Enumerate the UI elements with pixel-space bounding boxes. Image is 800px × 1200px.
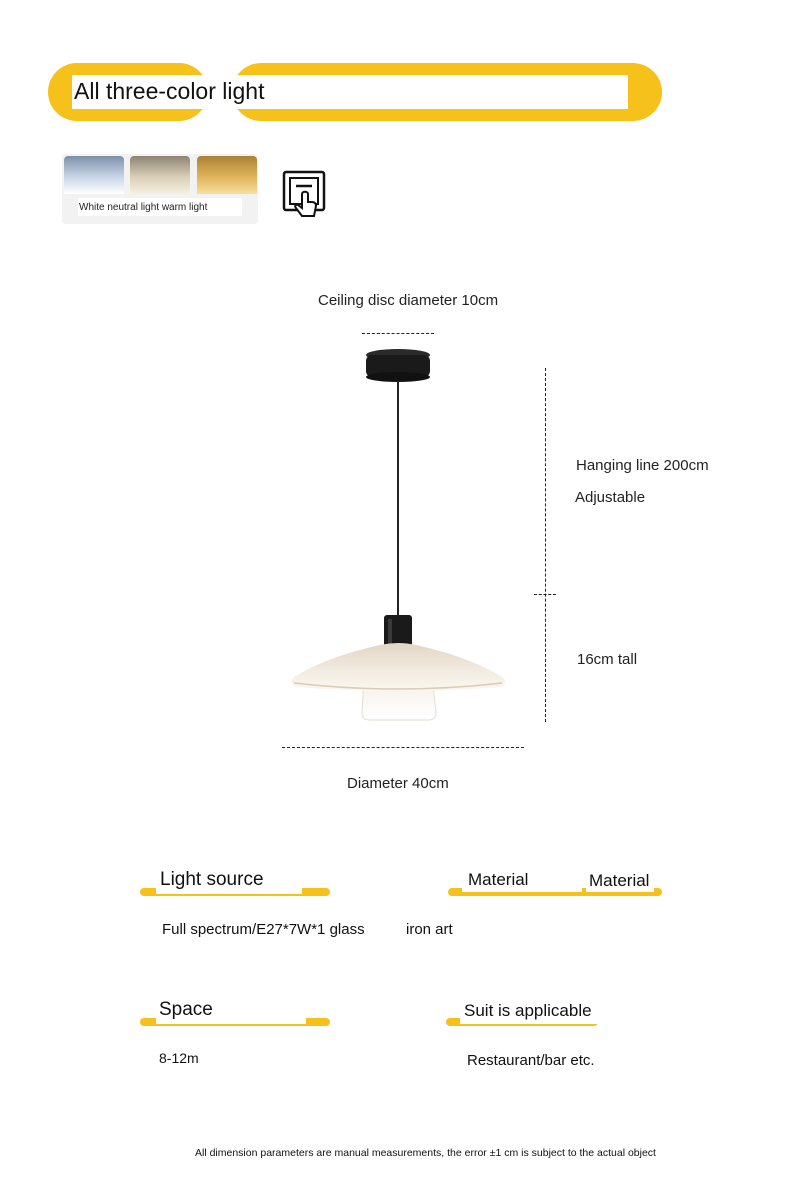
light-source-title: Light source — [160, 869, 264, 890]
touch-switch-icon — [282, 170, 328, 222]
page-title: All three-color light — [74, 78, 265, 104]
suit-value: Restaurant/bar etc. — [467, 1052, 595, 1069]
footnote: All dimension parameters are manual measurements, the error ±1 cm is subject to the actual object — [195, 1147, 656, 1159]
space-value: 8-12m — [159, 1050, 199, 1066]
material-title-2: Material — [589, 871, 650, 890]
pendant-lamp-image — [280, 345, 520, 725]
ceiling-disc-label: Ceiling disc diameter 10cm — [318, 292, 499, 309]
white-light-swatch — [64, 156, 124, 194]
ceiling-disc-dim-line — [362, 333, 434, 334]
space-title: Space — [159, 999, 213, 1020]
diameter-label: Diameter 40cm — [347, 775, 449, 792]
diameter-dim-line — [282, 747, 524, 748]
suit-title: Suit is applicable — [464, 1001, 592, 1020]
material-value: iron art — [406, 921, 453, 938]
height-label: 16cm tall — [577, 651, 638, 668]
adjustable-label: Adjustable — [575, 489, 646, 506]
light-source-value: Full spectrum/E27*7W*1 glass — [162, 921, 365, 938]
height-dim-line — [545, 368, 546, 722]
material-title-1: Material — [468, 870, 529, 889]
swatch-label: White neutral light warm light — [79, 202, 208, 213]
hanging-line-label: Hanging line 200cm — [576, 457, 709, 474]
warm-light-swatch — [197, 156, 257, 194]
neutral-light-swatch — [130, 156, 190, 194]
height-dim-tick — [534, 594, 556, 595]
